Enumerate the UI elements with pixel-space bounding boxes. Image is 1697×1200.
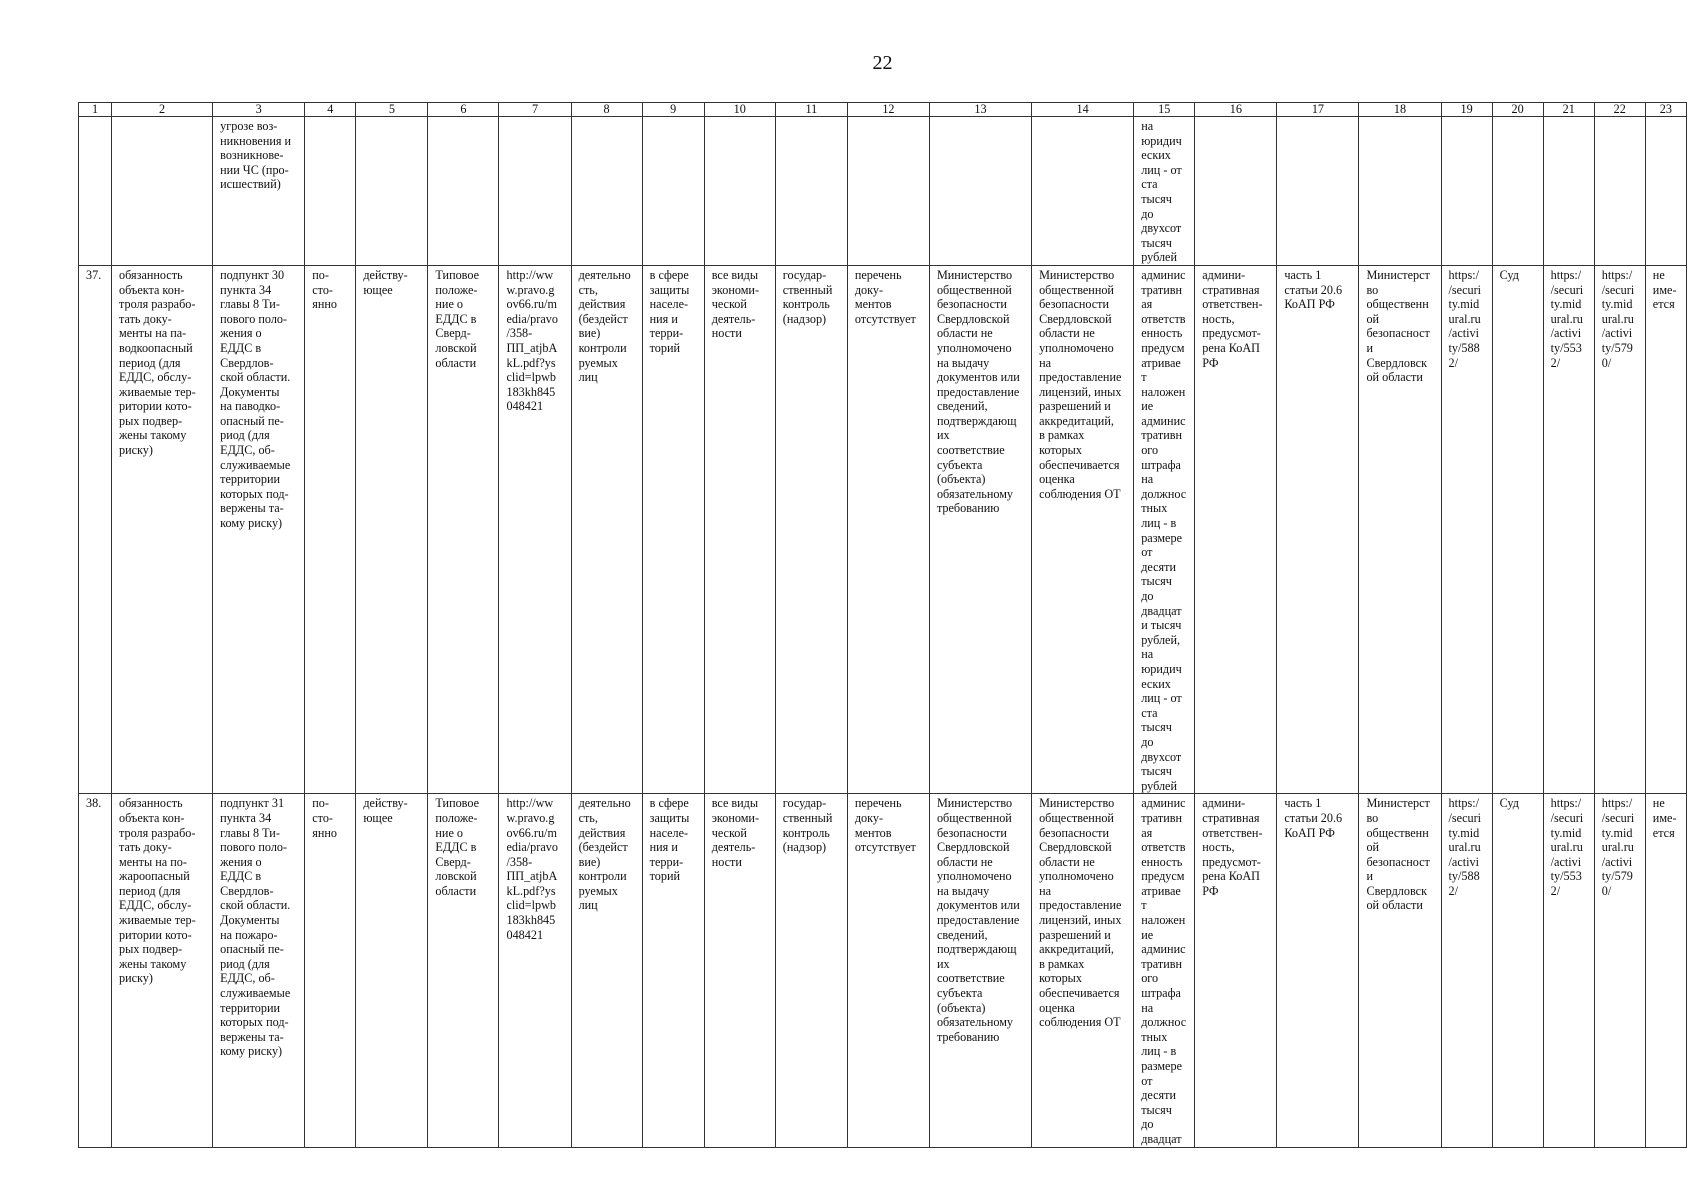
column-number: 5 [356,103,428,117]
table-cell [1645,117,1686,266]
requirement-cell: обязанность объекта кон- троля разрабо- тать доку- менты на по- жароопасный период (для ЕДДС, обслу- живаемые тер- ритории кото- рых подвер- жены такому риску) [112,794,213,1147]
table-cell [847,117,929,266]
table-cell: в сфере защиты населе- ния и терри- торий [642,794,704,1147]
table-cell: по- сто- янно [305,265,356,793]
table-cell: Суд [1492,265,1543,793]
table-cell: Министерство общественной безопасности Свердловской области не уполномочено на предоставление лицензий, иных разрешений и аккредитаций, в рамках которых обеспечивается оценка соблюдения ОТ [1032,265,1134,793]
requirement-cell: обязанность объекта кон- троля разрабо- тать доку- менты на па- водкоопасный период (для ЕДДС, обслу- живаемые тер- ритории кото- рых подвер- жены такому риску) [112,265,213,793]
column-number: 12 [847,103,929,117]
column-number: 13 [929,103,1031,117]
table-cell: деятельно сть, действия (бездейст вие) контроли руемых лиц [571,794,642,1147]
column-number: 16 [1195,103,1277,117]
column-number: 20 [1492,103,1543,117]
table-cell: перечень доку- ментов отсутствует [847,794,929,1147]
column-number: 7 [499,103,571,117]
table-cell: Министерст во общественн ой безопасност и Свердловск ой области [1359,794,1441,1147]
table-cell [305,117,356,266]
table-cell [642,117,704,266]
column-number: 6 [428,103,499,117]
document-link-cell[interactable]: http://ww w.pravo.g ov66.ru/m edia/pravo /358- ПП_atjbA kL.pdf?ys clid=lpwb 183kh845 048421 [499,265,571,793]
table-cell: перечень доку- ментов отсутствует [847,265,929,793]
url-link-cell[interactable]: https:/ /securi ty.mid ural.ru /activi ty/579 0/ [1594,265,1645,793]
table-cell [428,117,499,266]
table-cell [79,117,112,266]
table-cell: не име- ется [1645,794,1686,1147]
table-cell [1032,117,1134,266]
table-cell: админи- стративная ответствен- ность, предусмот- рена КоАП РФ [1195,265,1277,793]
column-number: 10 [704,103,775,117]
table-cell: Министерст во общественн ой безопасност и Свердловск ой области [1359,265,1441,793]
liability-cell: админис тративн ая ответств енность предусм атривае т наложен ие админис тративн ого штрафа на должнос тных лиц - в размере от десяти тысяч до двадцат и тысяч рублей, на юридич еских лиц - от ста тысяч до двухсот тысяч рублей [1134,265,1195,793]
column-number: 3 [213,103,305,117]
table-cell [1543,117,1594,266]
url-link-cell[interactable]: https:/ /securi ty.mid ural.ru /activi ty/553 2/ [1543,794,1594,1147]
table-cell [1359,117,1441,266]
table-cell: Министерство общественной безопасности Свердловской области не уполномочено на предоставление лицензий, иных разрешений и аккредитаций, в рамках которых обеспечивается оценка соблюдения ОТ [1032,794,1134,1147]
column-number: 18 [1359,103,1441,117]
column-number: 19 [1441,103,1492,117]
column-number: 21 [1543,103,1594,117]
table-cell [112,117,213,266]
table-row [79,265,1687,793]
url-link-cell[interactable]: https:/ /securi ty.mid ural.ru /activi ty/553 2/ [1543,265,1594,793]
column-number: 8 [571,103,642,117]
table-cell [499,117,571,266]
table-cell: часть 1 статьи 20.6 КоАП РФ [1277,794,1359,1147]
table-cell: угрозе воз- никновения и возникнове- нии ЧС (про- исшествий) [213,117,305,266]
table-cell: действу- ющее [356,265,428,793]
table-cell: все виды экономи- ческой деятель- ности [704,265,775,793]
table-cell [775,117,847,266]
url-link-cell[interactable]: https:/ /securi ty.mid ural.ru /activi ty/579 0/ [1594,794,1645,1147]
table-cell: Типовое положе- ние о ЕДДС в Сверд- ловской области [428,794,499,1147]
url-link-cell[interactable]: https:/ /securi ty.mid ural.ru /activi ty/588 2/ [1441,794,1492,1147]
column-number: 11 [775,103,847,117]
table-cell: деятельно сть, действия (бездейст вие) контроли руемых лиц [571,265,642,793]
table-cell: Министерство общественной безопасности Свердловской области не уполномочено на выдачу документов или предоставление сведений, подтверждающ их соответствие субъекта (объекта) обязательному требованию [929,265,1031,793]
table-cell: Типовое положе- ние о ЕДДС в Сверд- ловской области [428,265,499,793]
column-number: 15 [1134,103,1195,117]
column-number-row [79,103,1687,117]
table-cell [1441,117,1492,266]
column-number: 1 [79,103,112,117]
column-number: 22 [1594,103,1645,117]
row-number-cell: 38. [79,794,112,1147]
table-cell: на юридич еских лиц - от ста тысяч до двухсот тысяч рублей [1134,117,1195,266]
column-number: 2 [112,103,213,117]
table-cell: часть 1 статьи 20.6 КоАП РФ [1277,265,1359,793]
column-number: 17 [1277,103,1359,117]
legal-basis-cell: подпункт 31 пункта 34 главы 8 Ти- пового поло- жения о ЕДДС в Свердлов- ской области. Документы на пожаро- опасный пе- риод (для ЕДДС, об- служиваемые территории которых под- вержены та- кому риску) [213,794,305,1147]
liability-cell: админис тративн ая ответств енность предусм атривае т наложен ие админис тративн ого штрафа на должнос тных лиц - в размере от десяти тысяч до двадцат [1134,794,1195,1147]
table-cell [1492,117,1543,266]
table-cell: по- сто- янно [305,794,356,1147]
table-cell [571,117,642,266]
table-row [79,794,1687,1147]
table-cell [356,117,428,266]
column-number: 4 [305,103,356,117]
table-cell: Суд [1492,794,1543,1147]
table-cell [1594,117,1645,266]
column-number: 23 [1645,103,1686,117]
table-cell: все виды экономи- ческой деятель- ности [704,794,775,1147]
table-cell: не име- ется [1645,265,1686,793]
table-cell: админи- стративная ответствен- ность, предусмот- рена КоАП РФ [1195,794,1277,1147]
url-link-cell[interactable]: https:/ /securi ty.mid ural.ru /activi ty/588 2/ [1441,265,1492,793]
document-link-cell[interactable]: http://ww w.pravo.g ov66.ru/m edia/pravo /358- ПП_atjbA kL.pdf?ys clid=lpwb 183kh845 048421 [499,794,571,1147]
row-number-cell: 37. [79,265,112,793]
requirements-table [78,102,1687,1148]
column-number: 9 [642,103,704,117]
legal-basis-cell: подпункт 30 пункта 34 главы 8 Ти- пового поло- жения о ЕДДС в Свердлов- ской области. Документы на паводко- опасный пе- риод (для ЕДДС, об- служиваемые территории которых под- вержены та- кому риску) [213,265,305,793]
page-number: 22 [872,52,893,74]
table-cell [704,117,775,266]
table-row-continuation [79,117,1687,266]
table-cell [1195,117,1277,266]
table-cell: действу- ющее [356,794,428,1147]
table-cell: Министерство общественной безопасности Свердловской области не уполномочено на выдачу документов или предоставление сведений, подтверждающ их соответствие субъекта (объекта) обязательному требованию [929,794,1031,1147]
table-cell: в сфере защиты населе- ния и терри- торий [642,265,704,793]
table-cell [1277,117,1359,266]
table-cell: государ- ственный контроль (надзор) [775,265,847,793]
table-cell: государ- ственный контроль (надзор) [775,794,847,1147]
table-cell [929,117,1031,266]
column-number: 14 [1032,103,1134,117]
